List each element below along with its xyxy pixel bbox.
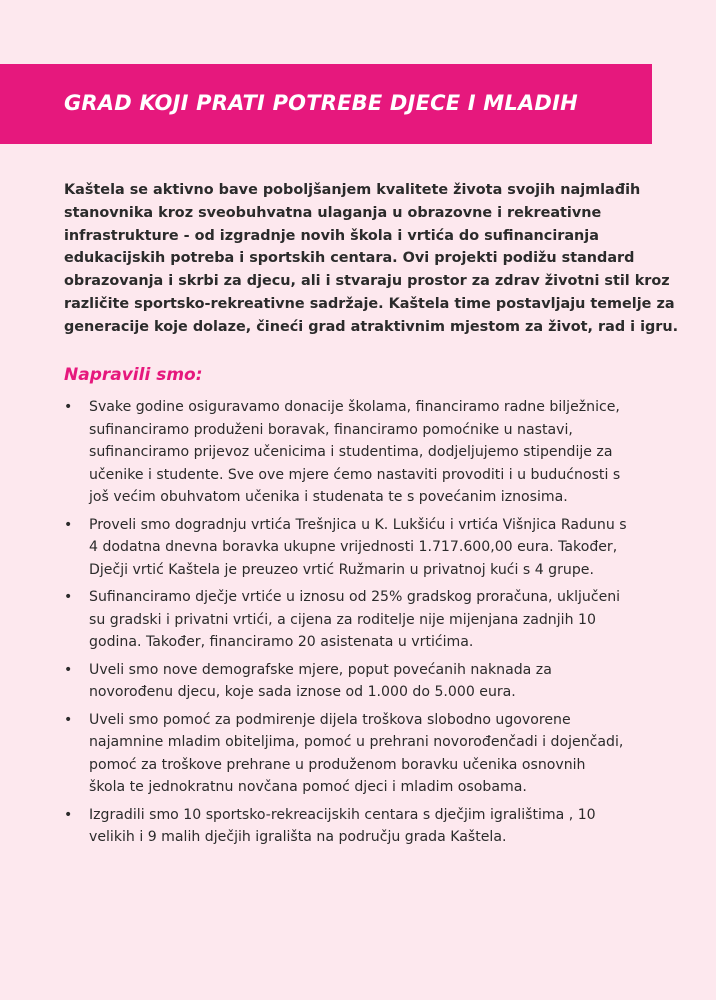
intro-line: edukacijskih potreba i sportskih centara. Ovi projekti podižu standard (64, 250, 635, 267)
list-item-line: Uveli smo nove demografske mjere, poput povećanih naknada za (89, 661, 552, 678)
list-item-line: sufinanciramo prijevoz učenicima i studentima, dodjeljujemo stipendije za (89, 444, 613, 460)
bullet-icon: • (64, 661, 73, 678)
list-item-line: Uveli smo pomoć za podmirenje dijela troškova slobodno ugovorene (89, 711, 571, 728)
list-item-line: 4 dodatna dnevna boravka ukupne vrijednosti 1.717.600,00 eura. Također, (89, 539, 618, 555)
list-item (64, 396, 664, 509)
list-item (64, 659, 664, 704)
list-item-line: Proveli smo dogradnju vrtića Trešnjica u K. Lukšiću i vrtića Višnjica Radunu s (89, 516, 627, 533)
list-item (64, 514, 664, 582)
list-item-line: su gradski i privatni vrtići, a cijena za roditelje nije mijenjana zadnjih 10 (89, 611, 596, 628)
list-item-line: škola te jednokratnu novčana pomoć djeci i mladim osobama. (89, 779, 527, 795)
bullet-icon: • (64, 399, 73, 415)
list-item-line: Izgradili smo 10 sportsko-rekreacijskih centara s dječjim igralištima , 10 (89, 806, 596, 823)
list-item (64, 804, 664, 849)
list-item-line: najamnine mladim obiteljima, pomoć u prehrani novorođenčadi i dojenčadi, (89, 734, 624, 750)
intro-line: obrazovanja i skrbi za djecu, ali i stvaraju prostor za zdrav životni stil kroz (64, 273, 670, 290)
list-item-line: godina. Također, financiramo 20 asistenata u vrtićima. (89, 634, 474, 650)
title-banner (0, 64, 652, 144)
bullet-icon: • (64, 589, 73, 605)
intro-line: stanovnika kroz sveobuhvatna ulaganja u obrazovne i rekreativne (64, 204, 602, 221)
list-item-line: još većim obuhvatom učenika i studenata te s povećanim iznosima. (89, 489, 568, 505)
intro-line: različite sportsko-rekreativne sadržaje. Kaštela time postavljaju temelje za (64, 295, 675, 312)
list-item-line: novorođenu djecu, koje sada iznose od 1.000 do 5.000 eura. (89, 684, 516, 700)
list-item-line: Svake godine osiguravamo donacije školama, financiramo radne bilježnice, (89, 399, 620, 415)
list-item (64, 709, 664, 799)
intro-line: infrastrukture - od izgradnje novih škola i vrtića do sufinanciranja (64, 227, 599, 244)
intro-paragraph (64, 179, 679, 339)
intro-line: Kaštela se aktivno bave poboljšanjem kvalitete života svojih najmlađih (64, 182, 641, 198)
intro-line: generacije koje dolaze, čineći grad atraktivnim mjestom za život, rad i igru. (64, 318, 679, 335)
list-item-line: pomoć za troškove prehrane u produženom boravku učenika osnovnih (89, 756, 586, 773)
bullet-icon: • (64, 711, 73, 728)
achievements-list (64, 396, 664, 854)
list-item-line: sufinanciramo produženi boravak, financiramo pomoćnike u nastavi, (89, 421, 573, 438)
list-item-line: Sufinanciramo dječje vrtiće u iznosu od 25% gradskog proračuna, uključeni (89, 589, 621, 605)
list-item-line: učenike i studente. Sve ove mjere ćemo nastaviti provoditi i u budućnosti s (89, 466, 621, 483)
bullet-icon: • (64, 516, 73, 533)
list-item-line: velikih i 9 malih dječjih igrališta na području grada Kaštela. (89, 829, 507, 845)
list-item (64, 586, 664, 654)
bullet-icon: • (64, 806, 73, 823)
page-title: GRAD KOJI PRATI POTREBE DJECE I MLADIH (64, 91, 578, 115)
section-heading: Napravili smo: (64, 365, 203, 385)
list-item-line: Dječji vrtić Kaštela je preuzeo vrtić Ružmarin u privatnoj kući s 4 grupe. (89, 561, 594, 578)
